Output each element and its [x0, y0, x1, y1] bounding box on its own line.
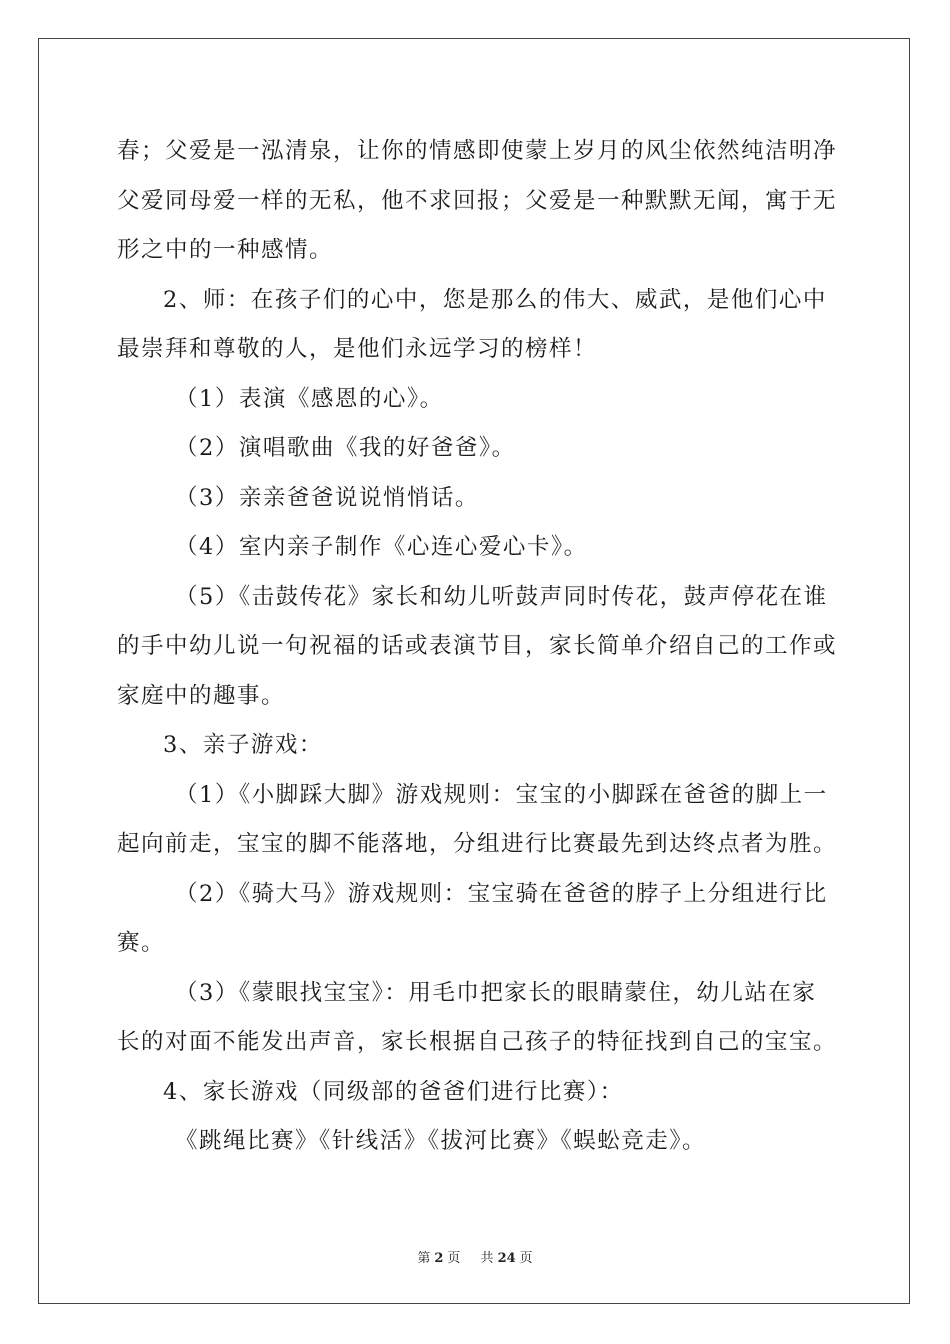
text-line: 春；父爱是一泓清泉，让你的情感即使蒙上岁月的风尘依然纯洁明净: [117, 138, 838, 164]
section-heading: 3、亲子游戏：: [163, 732, 323, 758]
text-line: 2、师：在孩子们的心中，您是那么的伟大、威武，是他们心中: [163, 286, 827, 313]
text-line: 父爱同母爱一样的无私，他不求回报；父爱是一种默默无闻，寓于无: [117, 187, 838, 214]
page-footer: [0, 1247, 950, 1266]
text-line: 赛。: [117, 930, 166, 956]
list-item: （3）亲亲爸爸说说悄悄话。: [175, 484, 479, 511]
text-line: 形之中的一种感情。: [117, 237, 334, 263]
page-num: 2: [434, 1251, 444, 1266]
list-item: （1）《小脚踩大脚》游戏规则：宝宝的小脚踩在爸爸的脚上一: [175, 781, 828, 808]
total-num: 24: [497, 1251, 516, 1266]
page-suffix: 页: [447, 1251, 461, 1266]
list-item: （4）室内亲子制作《心连心爱心卡》。: [175, 534, 588, 560]
text-line: 家庭中的趣事。: [117, 682, 286, 709]
document-body: [117, 127, 837, 1167]
list-item: （5）《击鼓传花》家长和幼儿听鼓声同时传花，鼓声停花在谁: [175, 583, 828, 610]
total-suffix: 页: [519, 1251, 533, 1266]
text-line: 的手中幼儿说一句祝福的话或表演节目，家长简单介绍自己的工作或: [117, 633, 838, 659]
text-line: 最崇拜和尊敬的人，是他们永远学习的榜样！: [117, 336, 598, 362]
page-prefix: 第: [417, 1251, 431, 1266]
page-number: [413, 1251, 464, 1266]
list-item: （1）表演《感恩的心》。: [175, 385, 444, 412]
page-total: [477, 1251, 537, 1266]
section-heading: 4、家长游戏（同级部的爸爸们进行比赛）：: [163, 1078, 624, 1105]
text-line: 《跳绳比赛》《针线活》《拔河比赛》《蜈蚣竞走》。: [175, 1128, 707, 1154]
list-item: （3）《蒙眼找宝宝》：用毛巾把家长的眼睛蒙住，幼儿站在家: [175, 979, 817, 1006]
total-prefix: 共: [480, 1251, 494, 1266]
list-item: （2）《骑大马》游戏规则：宝宝骑在爸爸的脖子上分组进行比: [175, 880, 828, 907]
text-line: 长的对面不能发出声音，家长根据自己孩子的特征找到自己的宝宝。: [117, 1029, 838, 1055]
text-line: 起向前走，宝宝的脚不能落地，分组进行比赛最先到达终点者为胜。: [117, 831, 838, 857]
list-item: （2）演唱歌曲《我的好爸爸》。: [175, 435, 516, 461]
